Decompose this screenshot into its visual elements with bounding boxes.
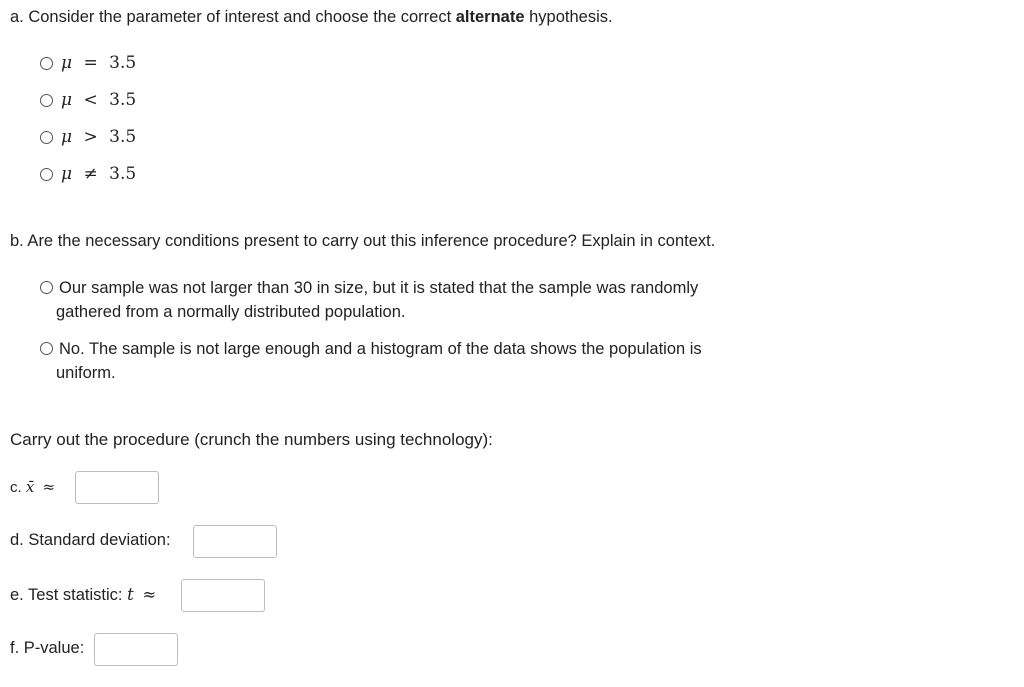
part-c-prefix: c. <box>10 479 26 496</box>
part-c-label <box>10 478 55 496</box>
option-b-2-line2: uniform. <box>56 364 116 382</box>
t-symbol: t <box>127 585 134 604</box>
value: 3.5 <box>109 164 137 184</box>
option-b-1-line1: Our sample was not larger than 30 in size, but it is stated that the sample was randomly <box>59 279 699 297</box>
value: 3.5 <box>109 127 137 147</box>
test-statistic-input[interactable] <box>181 579 265 612</box>
approx-symbol: ≈ <box>42 478 56 496</box>
option-b-1[interactable] <box>40 276 800 324</box>
procedure-text: Carry out the procedure (crunch the numbers using technology): <box>10 430 493 449</box>
part-e-prefix: e. Test statistic: <box>10 586 128 604</box>
part-e-label <box>10 585 156 605</box>
option-a-1[interactable] <box>40 52 136 74</box>
question-a-prefix: a. Consider the parameter of interest and choose the correct <box>10 8 456 26</box>
question-b: b. Are the necessary conditions present to carry out this inference procedure? Explain in context. <box>10 232 716 250</box>
value: 3.5 <box>109 90 137 110</box>
radio-button[interactable] <box>40 94 53 107</box>
option-a-3[interactable] <box>40 126 136 148</box>
p-value-input[interactable] <box>94 633 178 666</box>
mu-symbol: μ <box>61 127 73 147</box>
option-b-2-line1: No. The sample is not large enough and a histogram of the data shows the population is <box>59 340 702 358</box>
option-a-4-math <box>61 164 136 184</box>
radio-button[interactable] <box>40 168 53 181</box>
option-a-3-math <box>61 127 136 147</box>
option-a-2-math <box>61 90 136 110</box>
option-a-4[interactable] <box>40 163 136 185</box>
radio-button[interactable] <box>40 57 53 70</box>
std-dev-input[interactable] <box>193 525 277 558</box>
radio-button[interactable] <box>40 342 53 355</box>
part-d-label: d. Standard deviation: <box>10 531 171 549</box>
radio-button[interactable] <box>40 131 53 144</box>
radio-button[interactable] <box>40 281 53 294</box>
part-f-label: f. P-value: <box>10 639 85 657</box>
mu-symbol: μ <box>61 53 73 73</box>
option-b-2[interactable] <box>40 337 800 385</box>
option-a-2[interactable] <box>40 89 136 111</box>
xbar-input[interactable] <box>75 471 159 504</box>
mu-symbol: μ <box>61 90 73 110</box>
question-a-bold: alternate <box>455 8 525 26</box>
relation: < <box>83 90 98 110</box>
xbar-symbol: x̄ <box>25 478 35 496</box>
option-b-1-line2: gathered from a normally distributed population. <box>56 303 406 321</box>
question-a <box>10 8 613 27</box>
question-a-suffix: hypothesis. <box>524 8 613 26</box>
option-a-1-math <box>61 53 136 73</box>
value: 3.5 <box>109 53 137 73</box>
relation: ≠ <box>83 164 98 184</box>
approx-symbol: ≈ <box>142 585 157 604</box>
mu-symbol: μ <box>61 164 73 184</box>
relation: > <box>83 127 98 147</box>
relation: = <box>83 53 98 73</box>
